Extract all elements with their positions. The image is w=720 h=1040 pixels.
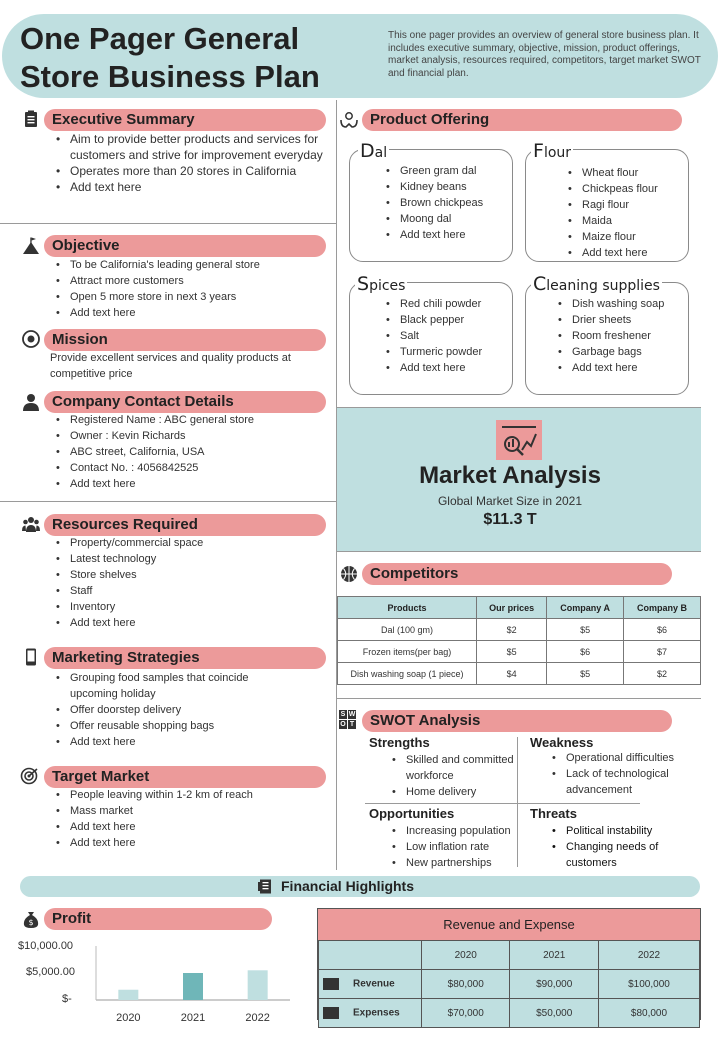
list-item: • Lack of technological advancement	[566, 766, 720, 798]
phone-icon	[22, 648, 40, 666]
list-item: • Add text here	[70, 819, 350, 835]
money-bag-icon	[22, 910, 40, 928]
page-title-line1: One Pager General	[20, 21, 300, 56]
list-item: • Mass market	[70, 803, 350, 819]
list-item: • Turmeric powder	[400, 344, 525, 360]
table-cell: $5	[547, 619, 624, 641]
table-header-row	[338, 597, 701, 619]
y-tick-label: $-	[62, 993, 72, 1005]
revenue-expense-title: Revenue and Expense	[318, 909, 700, 940]
list-item: • Maize flour	[582, 229, 702, 245]
list-item: • Property/commercial space	[70, 535, 350, 551]
profit-bar-chart	[90, 940, 290, 1030]
competitors-table	[337, 596, 701, 685]
contact-list	[52, 412, 350, 492]
divider	[0, 223, 336, 224]
table-cell: $50,000	[510, 999, 598, 1028]
swot-opportunities-title: Opportunities	[369, 806, 455, 821]
list-item: • Registered Name : ABC general store	[70, 412, 350, 428]
table-cell: $80,000	[422, 970, 510, 999]
list-item: • Add text here	[572, 360, 702, 376]
table-cell: Dish washing soap (1 piece)	[338, 663, 477, 685]
svg-text:$: $	[28, 918, 34, 927]
resources-heading: Resources Required	[44, 514, 326, 536]
column-header: Company A	[547, 597, 624, 619]
list-item: • Offer reusable shopping bags	[70, 718, 270, 734]
table-cell	[319, 970, 422, 999]
flour-title: Flour	[533, 140, 572, 162]
list-item: • Salt	[400, 328, 525, 344]
cleaning-title: Cleaning supplies	[533, 273, 660, 295]
objective-heading: Objective	[44, 235, 326, 257]
mission-text: Provide excellent services and quality products at competitive price	[50, 352, 291, 380]
list-item: • Add text here	[70, 476, 350, 492]
marketing-heading: Marketing Strategies	[44, 647, 326, 669]
y-tick-label: $5,000.00	[26, 966, 75, 978]
list-item: • Aim to provide better products and services for customers and strive for improvement everyday	[70, 131, 345, 163]
list-item: • Open 5 more store in next 3 years	[70, 289, 350, 305]
column-header: Products	[338, 597, 477, 619]
list-item: • Add text here	[70, 734, 270, 750]
analytics-chart-icon	[496, 420, 542, 460]
market-analysis-title: Market Analysis	[419, 462, 601, 489]
list-item: • Home delivery	[406, 784, 526, 800]
product-offering-heading: Product Offering	[362, 109, 682, 131]
list-item: • Add text here	[400, 227, 525, 243]
list-item: • Grouping food samples that coincide upcoming holiday	[70, 670, 270, 702]
target-market-list	[52, 787, 350, 851]
revenue-expense-table	[318, 940, 700, 1028]
list-item: • Owner : Kevin Richards	[70, 428, 350, 444]
column-header: Company B	[623, 597, 700, 619]
bar-2021	[183, 973, 203, 1000]
swot-horizontal-divider	[365, 803, 640, 804]
list-item: • Offer doorstep delivery	[70, 702, 270, 718]
list-item: • Red chili powder	[400, 296, 525, 312]
table-cell: $100,000	[598, 970, 699, 999]
list-item: • Low inflation rate	[406, 839, 536, 855]
basketball-icon	[340, 565, 358, 583]
y-tick-label: $10,000.00	[18, 940, 74, 952]
executive-summary-heading: Executive Summary	[44, 109, 326, 131]
target-icon	[20, 767, 38, 785]
table-cell: $6	[547, 641, 624, 663]
x-tick-label: 2021	[180, 1012, 206, 1024]
table-cell: $5	[547, 663, 624, 685]
list-item: • Maida	[582, 213, 702, 229]
table-cell: $7	[623, 641, 700, 663]
wallet-icon	[323, 1007, 339, 1019]
swot-heading: SWOT Analysis	[362, 710, 672, 732]
list-item: • Add text here	[70, 615, 350, 631]
table-row	[319, 999, 700, 1028]
divider	[0, 501, 336, 502]
list-item: • Green gram dal	[400, 163, 525, 179]
bar-2020	[118, 990, 138, 1000]
profit-heading: Profit	[44, 908, 272, 930]
document-icon	[258, 879, 272, 894]
list-item: • Operates more than 20 stores in California	[70, 163, 345, 179]
list-item: • Store shelves	[70, 567, 350, 583]
header-description: This one pager provides an overview of general store business plan. It includes executive summary, objective, mission, product offerings, market analysis, resources required, competitors, target market SWOT and financial plan.	[388, 30, 701, 79]
table-cell: $2	[477, 619, 547, 641]
team-icon	[22, 515, 40, 533]
target-dial-icon	[22, 330, 40, 348]
swot-weakness-title: Weakness	[530, 735, 594, 750]
table-row	[338, 641, 701, 663]
market-analysis-subtitle: Global Market Size in 2021	[437, 494, 583, 508]
target-market-heading: Target Market	[44, 766, 326, 788]
list-item: • Chickpeas flour	[582, 181, 702, 197]
table-cell	[319, 999, 422, 1028]
objective-list	[52, 257, 350, 321]
spices-title: Spices	[357, 273, 406, 295]
table-cell: Frozen items(per bag)	[338, 641, 477, 663]
list-item: • Room freshener	[572, 328, 702, 344]
marketing-list	[52, 670, 270, 750]
competitors-heading: Competitors	[362, 563, 672, 585]
list-item: • Wheat flour	[582, 165, 702, 181]
row-label: Expenses	[353, 1007, 400, 1019]
column-header: 2022	[598, 941, 699, 970]
table-cell: Dal (100 gm)	[338, 619, 477, 641]
spices-list	[382, 296, 525, 376]
list-item: • Add text here	[70, 179, 345, 195]
table-cell: $90,000	[510, 970, 598, 999]
table-cell: $2	[623, 663, 700, 685]
table-row	[319, 970, 700, 999]
row-label: Revenue	[353, 978, 395, 990]
table-header-row	[319, 941, 700, 970]
list-item: • Operational difficulties	[566, 750, 720, 766]
page-title	[20, 20, 320, 96]
list-item: • Add text here	[400, 360, 525, 376]
list-item: • Inventory	[70, 599, 350, 615]
list-item: • Ragi flour	[582, 197, 702, 213]
mountain-flag-icon	[22, 237, 40, 255]
financial-title: Financial Highlights	[281, 878, 415, 894]
resources-list	[52, 535, 350, 631]
column-header: Our prices	[477, 597, 547, 619]
dal-list	[382, 163, 525, 243]
list-item: • Kidney beans	[400, 179, 525, 195]
list-item: • People leaving within 1-2 km of reach	[70, 787, 350, 803]
swot-grid-icon: S W O T	[340, 711, 356, 728]
flour-list	[564, 165, 702, 261]
hands-icon	[340, 111, 358, 129]
list-item: • Latest technology	[70, 551, 350, 567]
list-item: • Staff	[70, 583, 350, 599]
list-item: • Add text here	[70, 305, 350, 321]
swot-threats-list	[548, 823, 676, 871]
executive-summary-list	[52, 131, 345, 195]
x-tick-label: 2022	[245, 1012, 270, 1024]
list-item: • Skilled and committed workforce	[406, 752, 526, 784]
table-cell	[319, 941, 422, 970]
table-cell: $6	[623, 619, 700, 641]
person-icon	[22, 393, 40, 411]
list-item: • ABC street, California, USA	[70, 444, 350, 460]
list-item: • To be California's leading general store	[70, 257, 350, 273]
list-item: • Dish washing soap	[572, 296, 702, 312]
list-item: • New partnerships	[406, 855, 536, 871]
contact-heading: Company Contact Details	[44, 391, 326, 413]
page-title-line2: Store Business Plan	[20, 59, 320, 94]
swot-threats-title: Threats	[530, 806, 577, 821]
list-item: • Drier sheets	[572, 312, 702, 328]
list-item: • Attract more customers	[70, 273, 350, 289]
list-item: • Add text here	[582, 245, 702, 261]
dal-title: Dal	[360, 140, 388, 162]
table-cell: $70,000	[422, 999, 510, 1028]
cash-register-icon	[323, 978, 339, 990]
list-item: • Political instability	[566, 823, 676, 839]
swot-weakness-list	[548, 750, 720, 798]
list-item: • Brown chickpeas	[400, 195, 525, 211]
bar-2022	[248, 970, 268, 1000]
table-row	[338, 619, 701, 641]
list-item: • Garbage bags	[572, 344, 702, 360]
mission-heading: Mission	[44, 329, 326, 351]
swot-strengths-list	[388, 752, 526, 800]
table-row	[338, 663, 701, 685]
list-item: • Contact No. : 4056842525	[70, 460, 350, 476]
list-item: • Moong dal	[400, 211, 525, 227]
swot-opportunities-list	[388, 823, 536, 871]
column-header: 2021	[510, 941, 598, 970]
swot-strengths-title: Strengths	[369, 735, 430, 750]
x-tick-label: 2020	[116, 1012, 141, 1024]
table-cell: $5	[477, 641, 547, 663]
market-size-value: $11.3 T	[483, 511, 537, 528]
divider	[337, 698, 701, 699]
cleaning-list	[554, 296, 702, 376]
table-cell: $80,000	[598, 999, 699, 1028]
column-header: 2020	[422, 941, 510, 970]
list-item: • Increasing population	[406, 823, 536, 839]
list-item: • Changing needs of customers	[566, 839, 676, 871]
clipboard-icon	[22, 110, 40, 128]
table-cell: $4	[477, 663, 547, 685]
list-item: • Add text here	[70, 835, 350, 851]
list-item: • Black pepper	[400, 312, 525, 328]
